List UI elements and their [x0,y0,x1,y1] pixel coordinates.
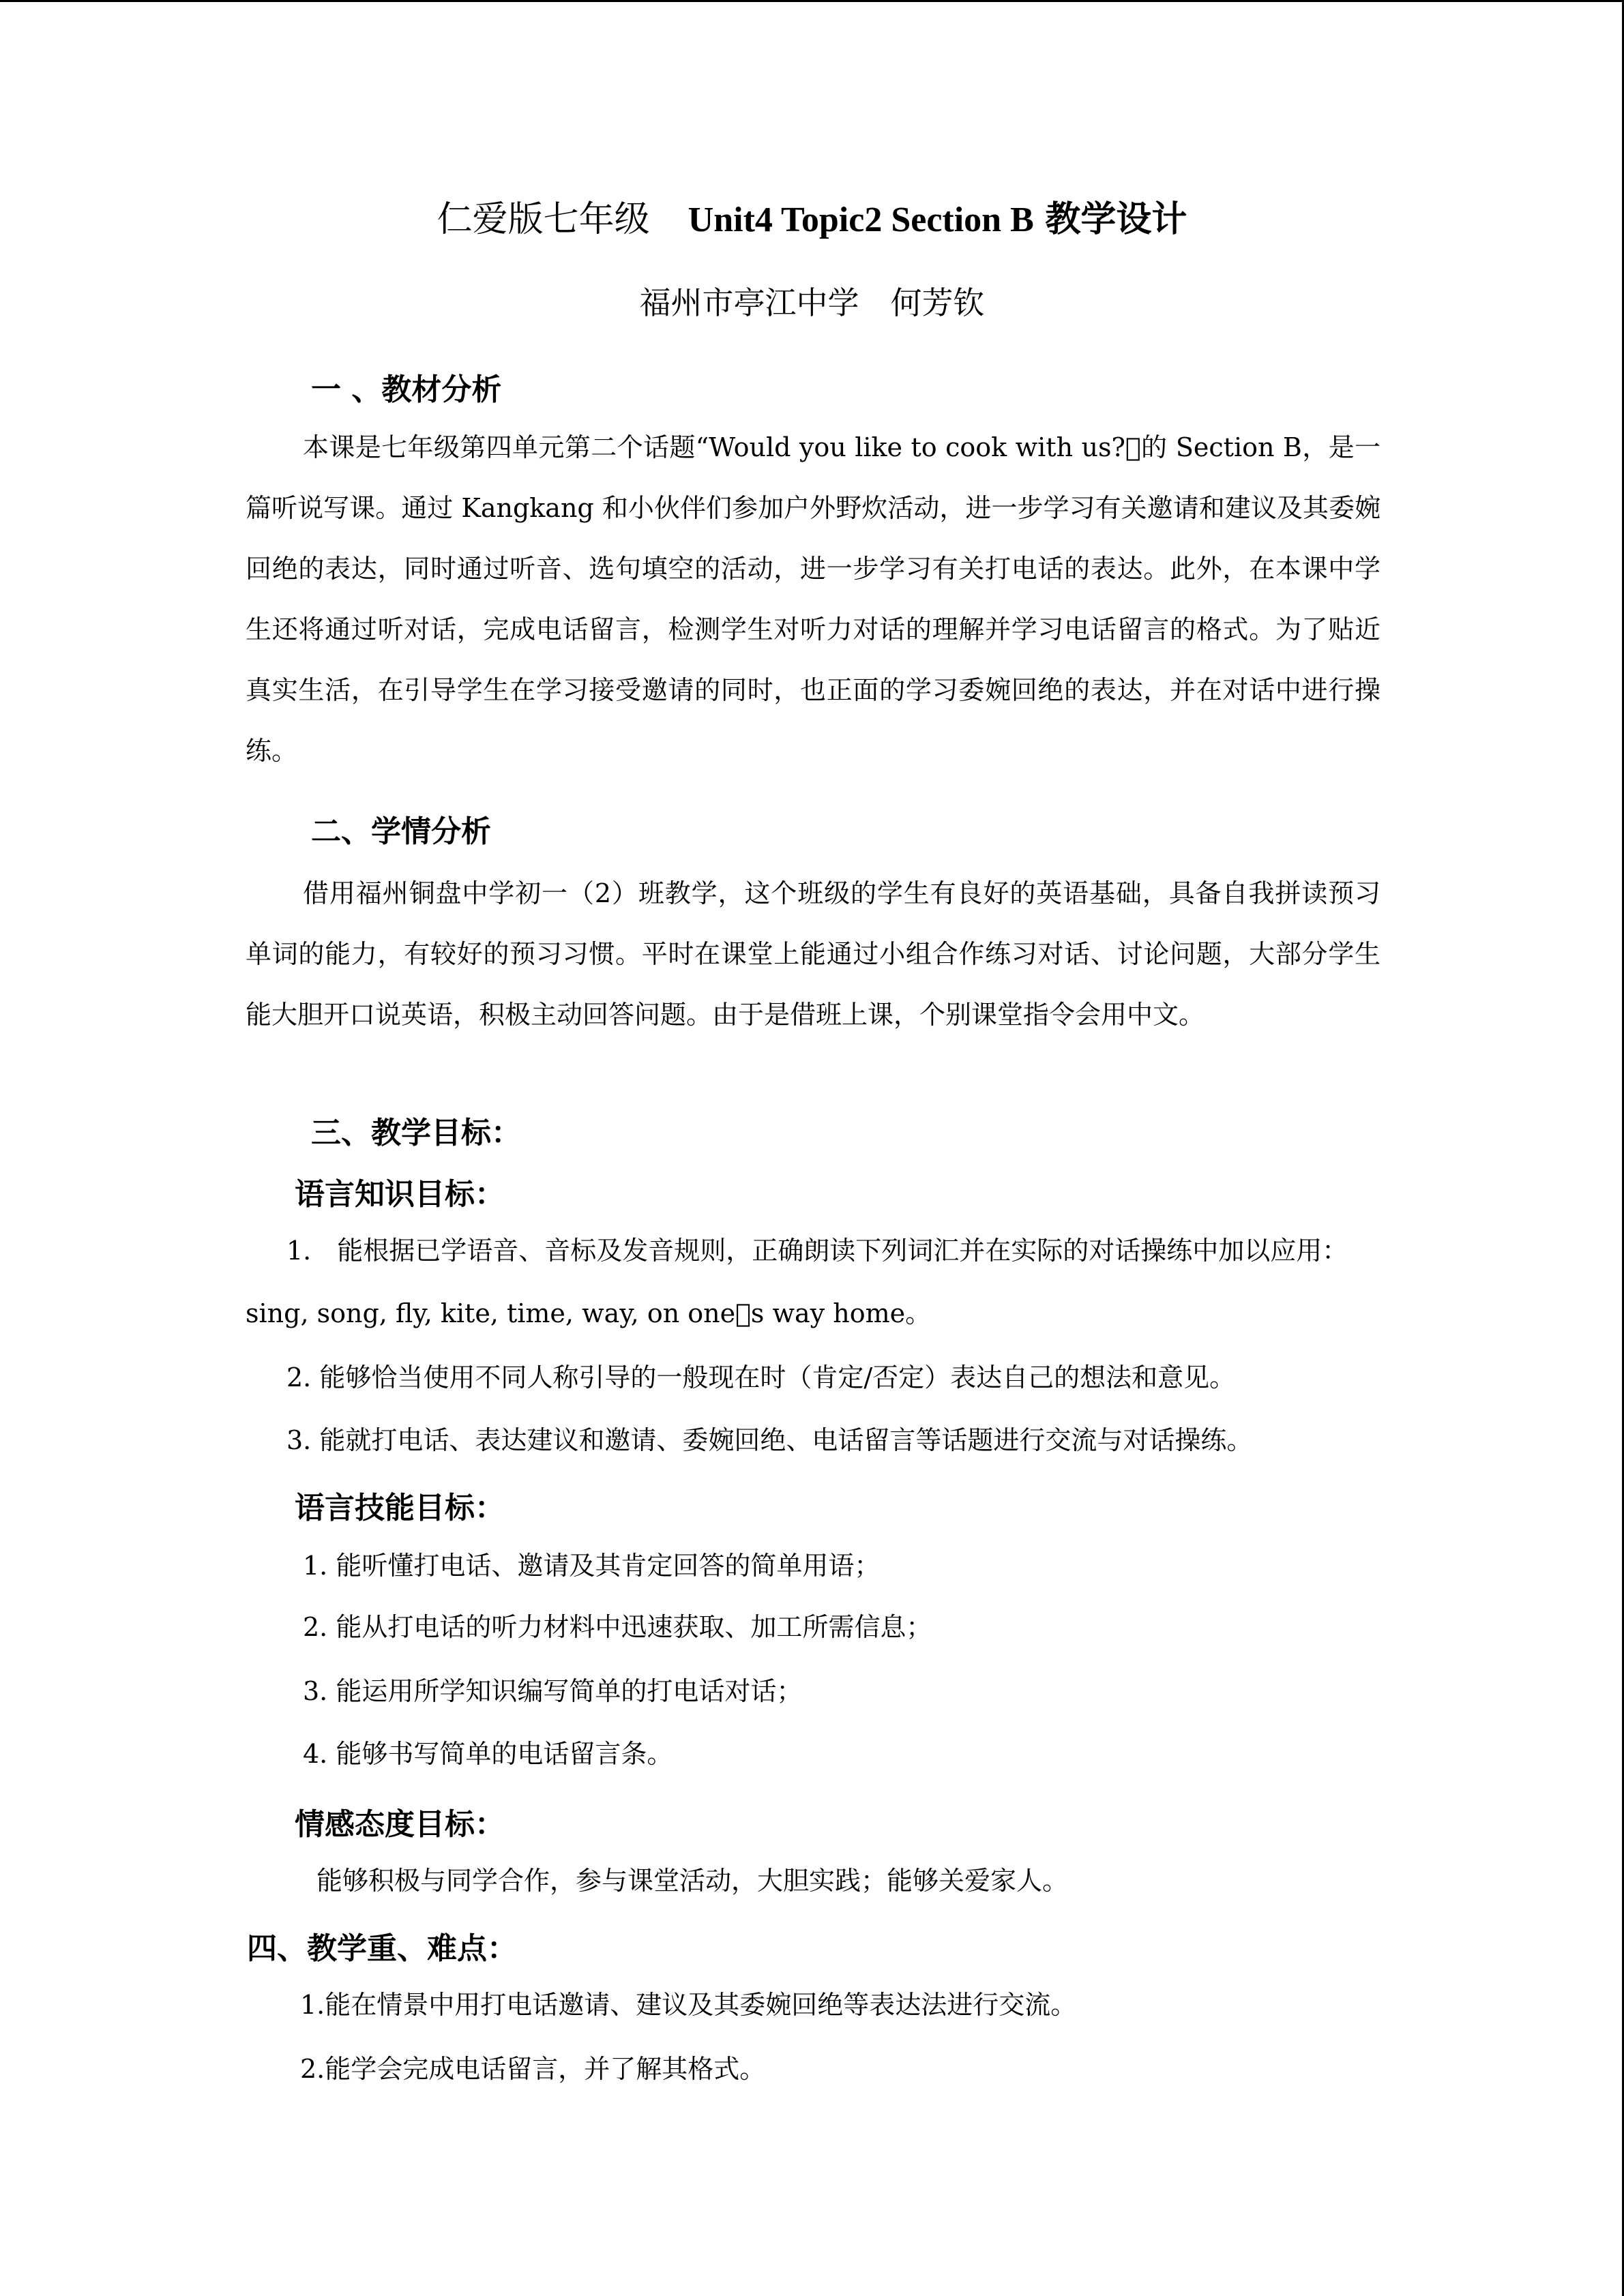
author-line: 福州市亭江中学 何芳钦 [639,284,985,321]
key-point-1: 1.能在情景中用打电话邀请、建议及其委婉回绝等表达法进行交流。 [300,1990,1077,2020]
section-heading-4: 四、教学重、难点： [247,1931,517,1966]
section-heading-2: 二、学情分析 [311,814,491,849]
title-en: Unit4 Topic2 Section B [688,200,1034,239]
knowledge-goal-1: 1. 能根据已学语音、音标及发音规则，正确朗读下列词汇并在实际的对话操练中加以应用：sing, song, fly, kite, time, way, on one􏰀s way home。 [246,1236,1348,1328]
skill-goal-1: 1. 能听懂打电话、邀请及其肯定回答的简单用语； [303,1551,881,1581]
attitude-goals-heading: 情感态度目标： [295,1807,505,1842]
knowledge-goal-3: 3. 能就打电话、表达建议和邀请、委婉回绝、电话留言等话题进行交流与对话操练。 [286,1425,1253,1455]
key-point-2: 2.能学会完成电话留言，并了解其格式。 [300,2054,766,2084]
skill-goal-2: 2. 能从打电话的听力材料中迅速获取、加工所需信息； [303,1612,932,1642]
attitude-goal-text: 能够积极与同学合作，参与课堂活动，大胆实践；能够关爱家人。 [316,1866,1069,1896]
section-paragraph-1: 本课是七年级第四单元第二个话题“Would you like to cook with us?􏰀的 Section B，是一篇听说写课。通过 Kangkang 和小伙伴们参加户外野炊活动，进一步学习有关邀请和建议及其委婉回绝的表达，同时通过听音、选句填空的活动，进一步学习有关打电话的表达。此外，在本课中学生还将通过听对话，完成电话留言，检测学生对听力对话的理解并学习电话留言的格式。为了贴近真实生活，在引导学生在学习接受邀请的同时，也正面的学习委婉回绝的表达，并在对话中进行操练。 [246,432,1381,766]
skill-goal-3: 3. 能运用所学知识编写简单的打电话对话； [303,1676,803,1706]
section-paragraph-2: 借用福州铜盘中学初一（2）班教学，这个班级的学生有良好的英语基础，具备自我拼读预习单词的能力，有较好的预习习惯。平时在课堂上能通过小组合作练习对话、讨论问题，大部分学生能大胆开口说英语，积极主动回答问题。由于是借班上课，个别课堂指令会用中文。 [246,878,1381,1030]
document-title [0,195,1624,245]
title-cn-tail: 教学设计 [1045,198,1187,240]
skill-goal-4: 4. 能够书写简单的电话留言条。 [303,1739,673,1769]
section-heading-1: 一 、教材分析 [311,372,502,407]
knowledge-goals-heading: 语言知识目标： [295,1177,505,1212]
section-heading-3: 三、教学目标： [311,1116,521,1150]
title-cn: 仁爱版七年级 [437,199,650,240]
skill-goals-heading: 语言技能目标： [295,1491,505,1525]
knowledge-goal-2: 2. 能够恰当使用不同人称引导的一般现在时（肯定/否定）表达自己的想法和意见。 [286,1362,1236,1392]
